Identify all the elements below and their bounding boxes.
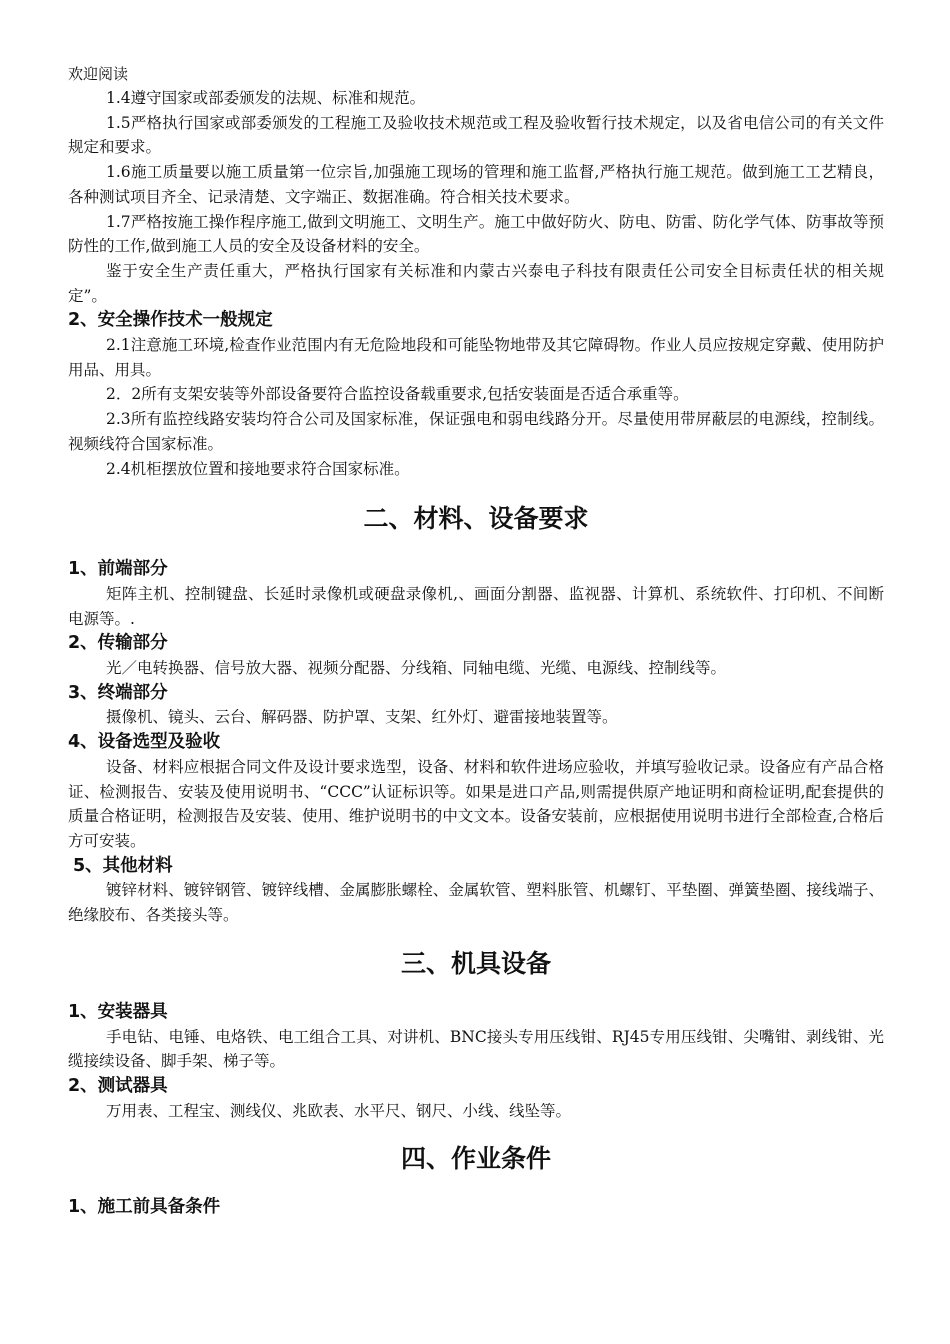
text-front-end: 矩阵主机、控制键盘、长延时录像机或硬盘录像机,、画面分割器、监视器、计算机、系统软件、打印机、不间断电源等。. (68, 584, 884, 628)
paragraph-1-5: 1.5严格执行国家或部委颁发的工程施工及验收技术规范或工程及验收暂行技术规定，以及省电信公司的有关文件规定和要求。 (68, 113, 884, 157)
header-note: 欢迎阅读 (68, 65, 129, 83)
subheading-test-tools: 2、测试器具 (68, 1075, 168, 1096)
paragraph-1-6: 1.6施工质量要以施工质量第一位宗旨,加强施工现场的管理和施工监督,严格执行施工规范。做到施工工艺精良，各种测试项目齐全、记录清楚、文字端正、数据准确。符合相关技术要求。 (68, 163, 884, 206)
paragraph-2-3: 2.3所有监控线路安装均符合公司及国家标准，保证强电和弱电线路分开。尽量使用带屏蔽层的电源线，控制线。视频线符合国家标准。 (68, 410, 884, 453)
subheading-selection-acceptance: 4、设备选型及验收 (68, 732, 221, 753)
text-test-tools: 万用表、工程宝、测线仪、兆欧表、水平尺、钢尺、小线、线坠等。 (106, 1101, 572, 1120)
subheading-other-materials: 5、其他材料 (73, 855, 173, 876)
section-title-conditions: 四、作业条件 (400, 1144, 551, 1174)
paragraph-2-1: 2.1注意施工环境,检查作业范围内有无危险地段和可能坠物地带及其它障碍物。作业人员应按规定穿戴、使用防护用品、用具。 (68, 336, 884, 379)
paragraph-2-4: 2.4机柜摆放位置和接地要求符合国家标准。 (106, 459, 410, 478)
section-title-materials: 二、材料、设备要求 (363, 504, 589, 534)
text-install-tools: 手电钻、电锤、电烙铁、电工组合工具、对讲机、BNC接头专用压线钳、RJ45专用压线钳、尖嘴钳、剥线钳、光缆接续设备、脚手架、梯子等。 (68, 1027, 884, 1071)
paragraph-1-4: 1.4遵守国家或部委颁发的法规、标准和规范。 (106, 89, 426, 107)
text-terminal: 摄像机、镜头、云台、解码器、防护罩、支架、红外灯、避雷接地装置等。 (106, 708, 618, 727)
subheading-transmission: 2、传输部分 (68, 633, 168, 654)
section-title-tools: 三、机具设备 (400, 948, 551, 978)
paragraph-safety-note: 鉴于安全生产责任重大，严格执行国家有关标准和内蒙古兴泰电子科技有限责任公司安全目标责任状的相关规定”。 (68, 261, 884, 305)
text-transmission: 光／电转换器、信号放大器、视频分配器、分线箱、同轴电缆、光缆、电源线、控制线等。 (106, 659, 727, 678)
text-selection-acceptance: 设备、材料应根据合同文件及设计要求选型，设备、材料和软件进场应验收，并填写验收记录。设备应有产品合格证、检测报告、安装及使用说明书、“CCC”认证标识等。如果是进口产品,则需提供原产地证明和商检证明,配套提供的质量合格证明，检测报告及安装、使用、维护说明书的中文文本。设备安装前，应根据使用说明书进行全部检查,合格后方可安装。 (68, 757, 884, 850)
subheading-install-tools: 1、安装器具 (68, 1001, 168, 1022)
text-other-materials: 镀锌材料、镀锌钢管、镀锌线槽、金属膨胀螺栓、金属软管、塑料胀管、机螺钉、平垫圈、弹簧垫圈、接线端子、绝缘胶布、各类接头等。 (68, 881, 884, 925)
paragraph-1-7: 1.7严格按施工操作程序施工,做到文明施工、文明生产。施工中做好防火、防电、防雷、防化学气体、防事故等预防性的工作,做到施工人员的安全及设备材料的安全。 (68, 212, 884, 256)
subheading-front-end: 1、前端部分 (68, 559, 168, 580)
subheading-preconditions: 1、施工前具备条件 (68, 1197, 221, 1218)
paragraph-2-2: 2．2所有支架安装等外部设备要符合监控设备载重要求,包括安装面是否适合承重等。 (106, 385, 689, 404)
document-page (68, 62, 884, 1220)
subheading-safety-rules: 2、安全操作技术一般规定 (68, 310, 273, 331)
subheading-terminal: 3、终端部分 (68, 682, 168, 703)
